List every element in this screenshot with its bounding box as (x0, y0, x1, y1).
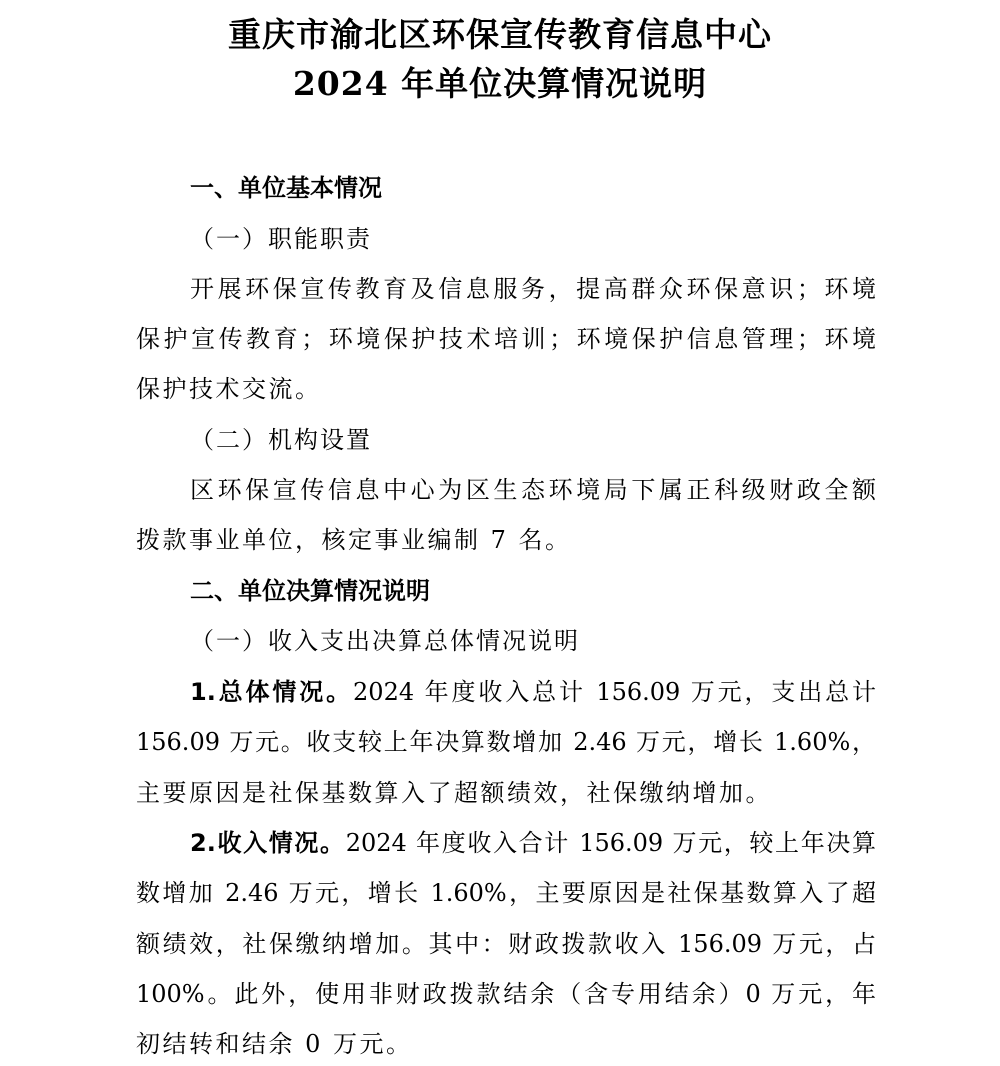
paragraph-line: 保护技术交流。 (136, 375, 322, 403)
paragraph-line: 数增加 2.46 万元，增长 1.60%，主要原因是社保基数算入了超 (136, 879, 876, 907)
income-situation-lead: 2.收入情况。 (190, 829, 346, 857)
section-2-sub-1-heading: （一）收入支出决算总体情况说明 (190, 627, 580, 655)
paragraph-line: 156.09 万元。收支较上年决算数增加 2.46 万元，增长 1.60%， (136, 728, 876, 756)
section-2-heading: 二、单位决算情况说明 (190, 577, 430, 605)
paragraph-line: 区环保宣传信息中心为区生态环境局下属正科级财政全额 (190, 476, 876, 504)
paragraph-line: 拨款事业单位，核定事业编制 7 名。 (136, 526, 572, 554)
paragraph-line: 保护宣传教育；环境保护技术培训；环境保护信息管理；环境 (136, 325, 876, 353)
overall-situation-lead: 1.总体情况。 (190, 678, 354, 706)
paragraph-line (190, 828, 876, 858)
paragraph-line: 主要原因是社保基数算入了超额绩效，社保缴纳增加。 (136, 779, 772, 807)
paragraph-line: 开展环保宣传教育及信息服务，提高群众环保意识；环境 (190, 275, 876, 303)
paragraph-line: 额绩效，社保缴纳增加。其中：财政拨款收入 156.09 万元，占 (136, 930, 876, 958)
paragraph-line (190, 677, 876, 707)
section-1-sub-2-heading: （二）机构设置 (190, 426, 372, 454)
section-1-heading: 一、单位基本情况 (190, 174, 382, 202)
paragraph-line: 初结转和结余 0 万元。 (136, 1030, 413, 1058)
document-title-line-1: 重庆市渝北区环保宣传教育信息中心 (228, 15, 772, 54)
section-1-sub-1-heading: （一）职能职责 (190, 225, 372, 253)
document-title-line-2: 2024 年单位决算情况说明 (292, 64, 708, 103)
overall-situation-first-line: 2024 年度收入总计 156.09 万元，支出总计 (353, 678, 876, 706)
paragraph-line: 100%。此外，使用非财政拨款结余（含专用结余）0 万元，年 (136, 980, 876, 1008)
income-situation-first-line: 2024 年度收入合计 156.09 万元，较上年决算 (345, 829, 876, 857)
